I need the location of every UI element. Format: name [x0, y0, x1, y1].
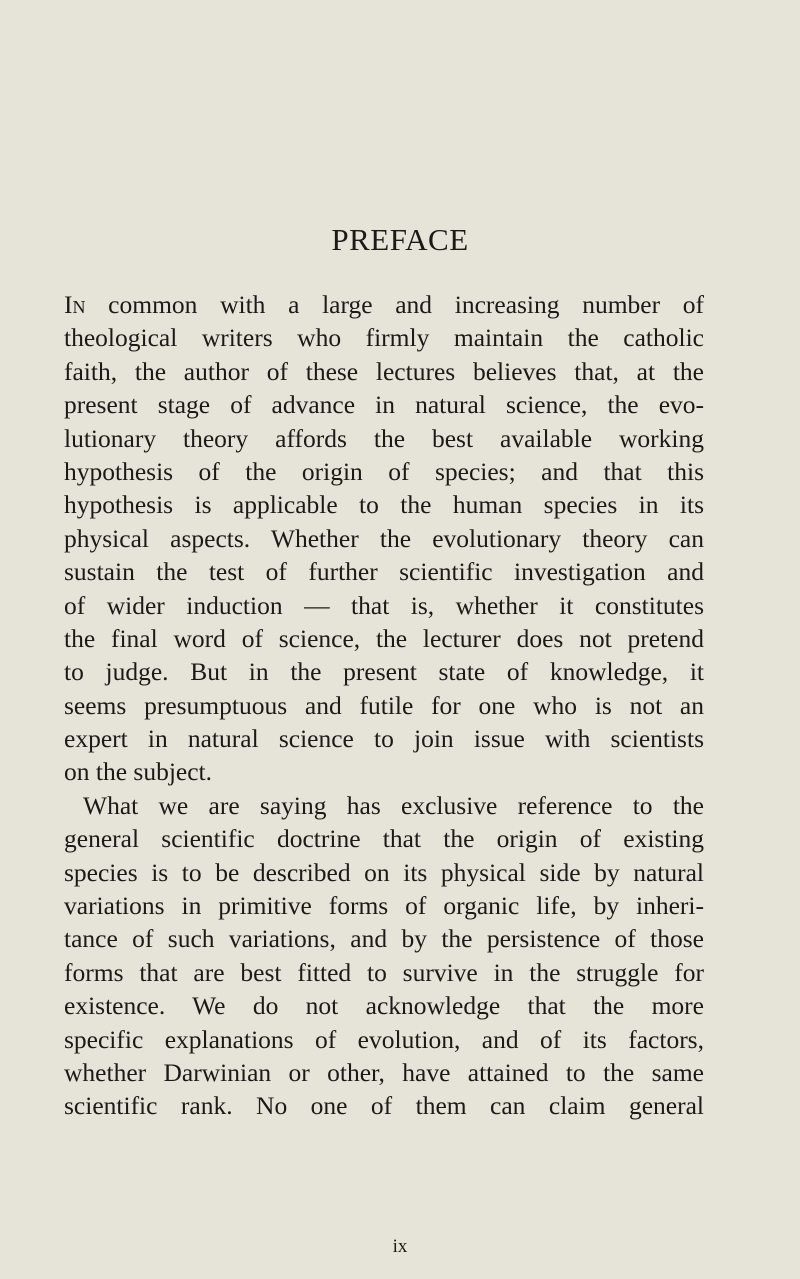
text-line: the final word of science, the lecturer does not pretend	[64, 623, 704, 653]
text-line: physical aspects. Whether the evolutionary theory can	[64, 523, 704, 553]
drop-word: In	[64, 290, 86, 319]
text-line: sustain the test of further scientific investigation and	[64, 557, 704, 587]
text-line: species is to be described on its physical side by natural	[64, 857, 704, 887]
text-line: In common with a large and increasing number of	[64, 290, 704, 319]
text-line: specific explanations of evolution, and of its factors,	[64, 1024, 704, 1054]
text-line: forms that are best fitted to survive in the struggle for	[64, 957, 704, 987]
text-line: whether Darwinian or other, have attained to the same	[64, 1057, 704, 1087]
text-line: scientific rank. No one of them can claim general	[64, 1091, 704, 1121]
text-line: on the subject.	[64, 757, 213, 787]
text-line: hypothesis of the origin of species; and that this	[64, 456, 704, 486]
page-title: PREFACE	[331, 222, 469, 257]
text-line: What we are saying has exclusive reference to the	[83, 790, 704, 820]
text-line: faith, the author of these lectures believes that, at the	[64, 356, 704, 386]
page-number: ix	[392, 1236, 408, 1257]
text-line: seems presumptuous and futile for one who is not an	[64, 690, 704, 720]
text-line: present stage of advance in natural science, the evo-	[64, 390, 704, 420]
text-line: to judge. But in the present state of knowledge, it	[64, 657, 704, 687]
text-line: general scientific doctrine that the origin of existing	[64, 824, 704, 854]
text-line: expert in natural science to join issue with scientists	[64, 724, 704, 754]
text-line: lutionary theory affords the best available working	[64, 423, 704, 453]
text-line: existence. We do not acknowledge that the more	[64, 991, 704, 1021]
preface-text	[64, 288, 704, 1123]
text-line: hypothesis is applicable to the human species in its	[64, 490, 704, 520]
text-line: variations in primitive forms of organic life, by inheri-	[64, 891, 704, 921]
text-line: of wider induction — that is, whether it constitutes	[64, 590, 704, 620]
text-line: tance of such variations, and by the persistence of those	[64, 924, 704, 954]
text-line: theological writers who firmly maintain the catholic	[64, 323, 704, 353]
